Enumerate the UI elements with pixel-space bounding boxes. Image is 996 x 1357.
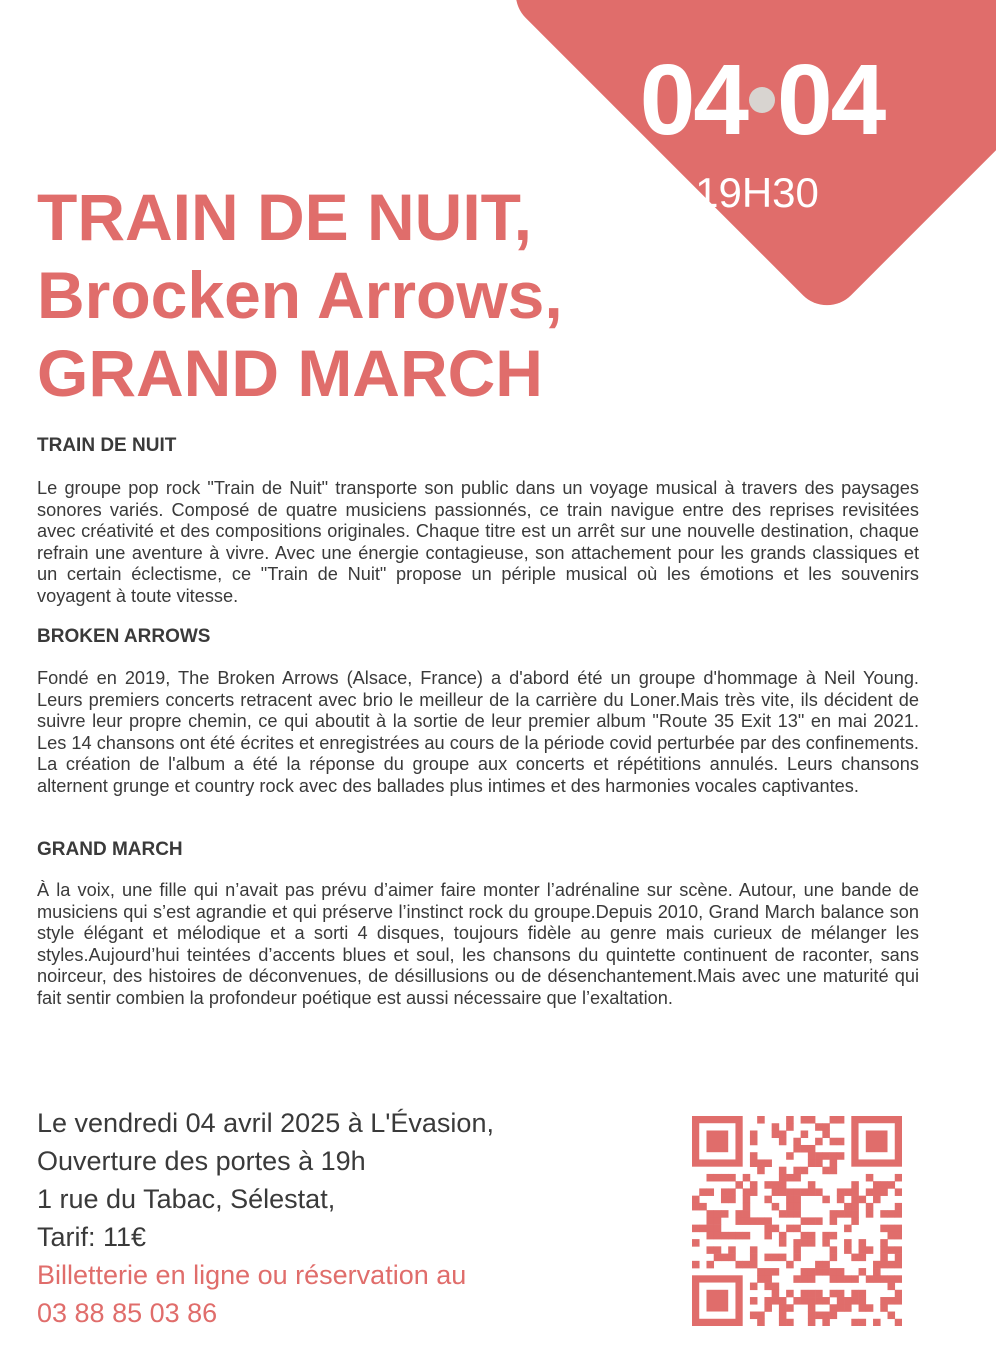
event-date — [612, 44, 912, 156]
event-day: 04 — [639, 44, 747, 156]
event-month: 04 — [777, 44, 885, 156]
section-text-train-de-nuit: Le groupe pop rock "Train de Nuit" transporte son public dans un voyage musical à travers des paysages sonores variés. Composé de quatre musiciens passionnés, ce train navigue entre des reprises revisitées avec créativité et des compositions originales. Chaque titre est un arrêt sur une nouvelle destination, chaque refrain une aventure à vivre. Avec une énergie contagieuse, son attachement pour les grands classiques et un certain éclectisme, ce "Train de Nuit" propose un périple musical où les émotions et les souvenirs voyagent à toute vitesse. — [37, 478, 919, 606]
event-info — [37, 1104, 637, 1332]
event-time: 19H30 — [695, 169, 819, 216]
section-heading-train-de-nuit: TRAIN DE NUIT — [37, 435, 177, 456]
date-separator-dot — [749, 87, 775, 113]
section-text-grand-march: À la voix, une fille qui n’avait pas prévu d’aimer faire monter l’adrénaline sur scène. Autour, une bande de musiciens qui s’est agrandie et qui préserve l’instinct rock du groupe.Depuis 2010, Grand March balance son style élégant et mélodique et a sorti 4 disques, toujours fidèle au genre mais curieux de mélanger les styles.Aujourd’hui teintées d’accents blues et soul, les chansons du quintette continuent de raconter, sans noirceur, des histoires de déconvenues, de désillusions ou de désenchantement.Mais avec une maturité qui fait sentir combien la profondeur poétique est aussi nécessaire que l’exaltation. — [37, 880, 919, 1008]
info-address: 1 rue du Tabac, Sélestat, — [37, 1184, 336, 1214]
page-title — [37, 178, 563, 412]
booking-text: Billetterie en ligne ou réservation au — [37, 1260, 467, 1290]
info-date-venue: Le vendredi 04 avril 2025 à L'Évasion, — [37, 1108, 494, 1138]
info-doors-open: Ouverture des portes à 19h — [37, 1146, 366, 1176]
section-heading-grand-march: GRAND MARCH — [37, 839, 183, 860]
title-line-3: GRAND MARCH — [37, 336, 543, 410]
title-line-2: Brocken Arrows, — [37, 258, 563, 332]
section-heading-broken-arrows: BROKEN ARROWS — [37, 626, 211, 647]
info-price: Tarif: 11€ — [37, 1222, 147, 1252]
qr-code-icon[interactable] — [692, 1116, 902, 1326]
booking-phone[interactable]: 03 88 85 03 86 — [37, 1298, 218, 1328]
title-line-1: TRAIN DE NUIT, — [37, 180, 532, 254]
section-text-broken-arrows: Fondé en 2019, The Broken Arrows (Alsace, France) a d'abord été un groupe d'hommage à Neil Young. Leurs premiers concerts retracent avec brio le meilleur de la carrière du Loner.Mais très vite, ils décident de suivre leur propre chemin, ce qui aboutit à la sortie de leur premier album "Route 35 Exit 13" en mai 2021. Les 14 chansons ont été écrites et enregistrées au cours de la période covid perturbée par des confinements. La création de l'album a été la réponse du groupe aux concerts et répétitions annulés. Leurs chansons alternent grunge et country rock avec des ballades plus intimes et des harmonies vocales captivantes. — [37, 668, 919, 796]
